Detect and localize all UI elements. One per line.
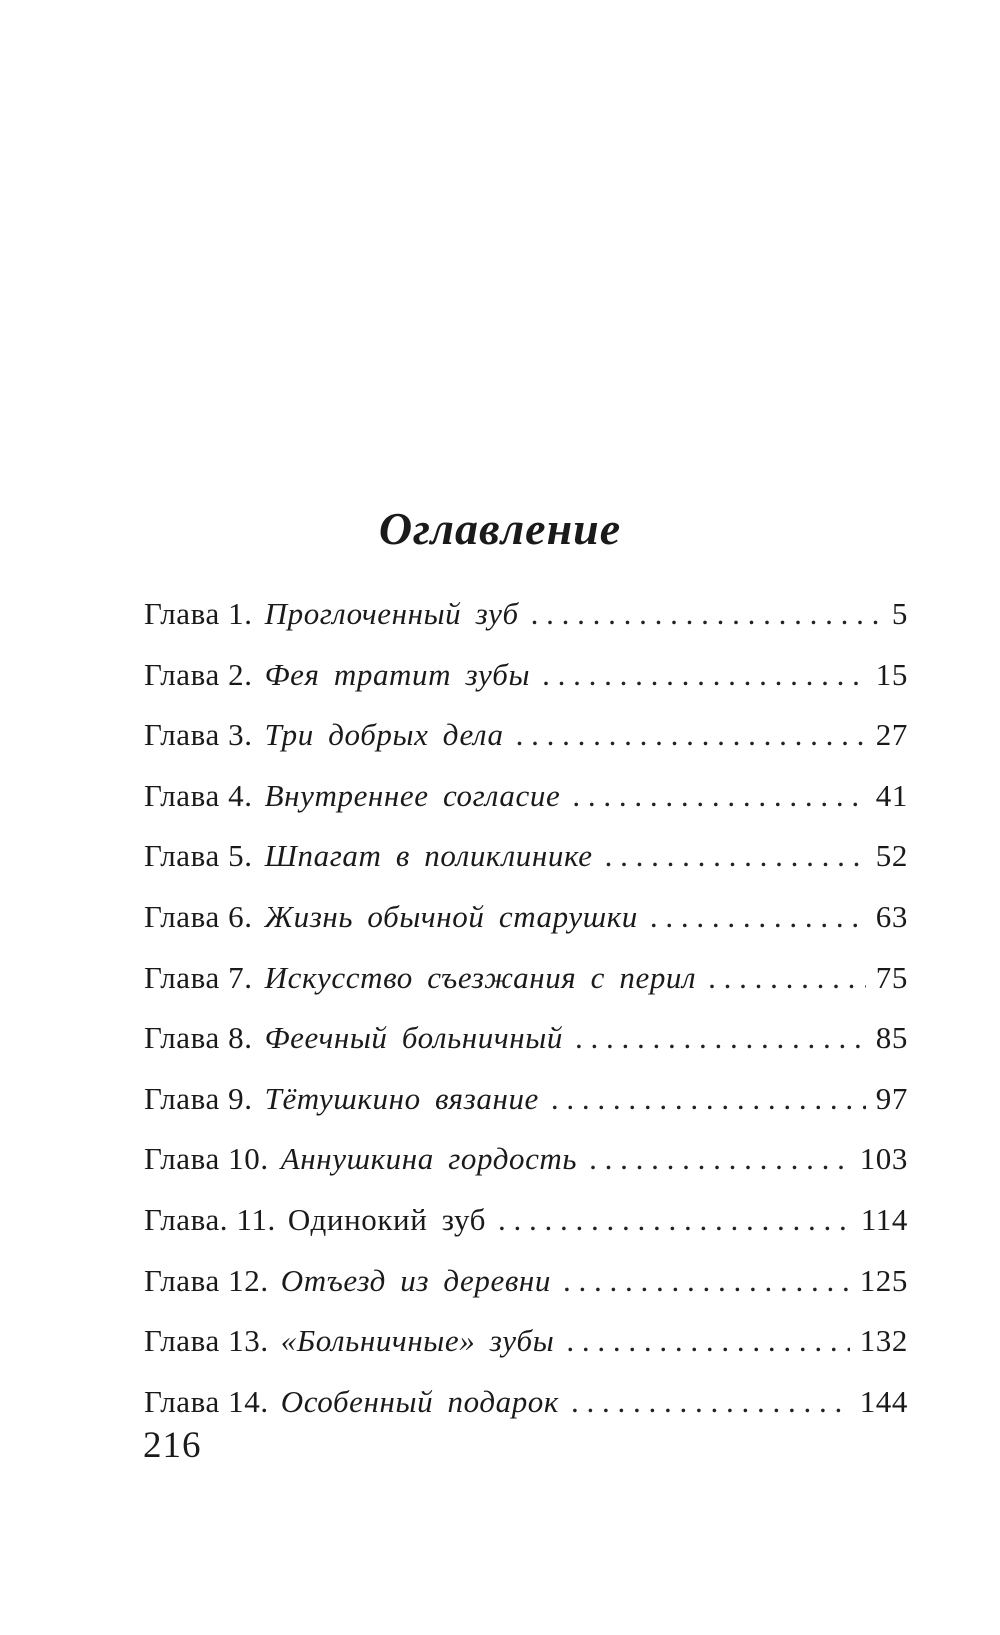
toc-entry-page-number: 27 (875, 717, 908, 753)
toc-entry-chapter-number: Глава 4. (144, 777, 253, 813)
toc-entry-title: Феечный больничный (264, 1020, 563, 1056)
toc-entry-leader-dots (575, 1020, 866, 1056)
toc-entry-leader-dots (516, 717, 866, 753)
toc-entry-title: Тётушкино вязание (264, 1080, 539, 1116)
toc-entry-leader-dots (551, 1081, 866, 1117)
toc-entry (144, 1081, 908, 1142)
toc-entry-leader-dots (566, 1323, 849, 1359)
toc-entry-chapter-number: Глава 13. (144, 1323, 269, 1359)
toc-entry-page-number: 132 (859, 1323, 908, 1359)
toc-entry-page-number: 85 (875, 1020, 908, 1056)
toc-entry-title: Внутреннее согласие (264, 777, 561, 813)
toc-entry (144, 1202, 908, 1263)
toc-entry (144, 778, 908, 839)
toc-entry-page-number: 52 (875, 838, 908, 874)
toc-entry-title: Аннушкина гордость (280, 1141, 578, 1177)
toc-entry-chapter-number: Глава 7. (144, 959, 253, 995)
toc-entry (144, 1263, 908, 1324)
toc-entry-title: Фея тратит зубы (264, 656, 531, 692)
toc-entry (144, 596, 908, 657)
toc-entry-chapter-number: Глава 9. (144, 1080, 253, 1116)
toc-entry-page-number: 114 (860, 1201, 908, 1237)
toc-entry-page-number: 5 (891, 596, 908, 631)
toc-entry-title: Жизнь обычной старушки (264, 898, 638, 934)
toc-entry-page-number: 41 (875, 777, 908, 813)
toc-entry-chapter-number: Глава 6. (144, 898, 253, 934)
toc-entry (144, 1323, 908, 1384)
toc-entry-title: Особенный подарок (280, 1383, 560, 1419)
toc-entry-chapter-number: Глава. 11. (144, 1201, 276, 1237)
toc-entry-chapter-number: Глава 2. (144, 656, 253, 692)
toc-entry (144, 657, 908, 718)
toc-entry-leader-dots (571, 1384, 850, 1420)
toc-entry-title: «Больничные» зубы (280, 1323, 555, 1359)
toc-entry-page-number: 75 (875, 959, 908, 995)
toc-entry-title: Искусство съезжания с перил (264, 959, 697, 995)
toc-entry-title: Шпагат в поликлинике (264, 838, 593, 874)
toc-entry-title: Одинокий зуб (287, 1201, 487, 1237)
toc-entry-leader-dots (542, 657, 866, 693)
toc-entry-page-number: 63 (875, 898, 908, 934)
toc-entry-chapter-number: Глава 14. (144, 1383, 269, 1419)
toc-entry-chapter-number: Глава 8. (144, 1020, 253, 1056)
toc-entry-leader-dots (589, 1141, 850, 1177)
toc-entry-page-number: 125 (859, 1262, 908, 1298)
toc-entry (144, 899, 908, 960)
table-of-contents (144, 596, 908, 1444)
toc-entry-chapter-number: Глава 10. (144, 1141, 269, 1177)
toc-entry-page-number: 15 (875, 656, 908, 692)
toc-entry-leader-dots (531, 596, 882, 632)
toc-entry (144, 717, 908, 778)
page-title: Оглавление (378, 502, 622, 554)
toc-entry-leader-dots (650, 899, 866, 935)
toc-entry-leader-dots (572, 778, 865, 814)
toc-entry (144, 1141, 908, 1202)
toc-entry-chapter-number: Глава 5. (144, 838, 253, 874)
toc-entry-leader-dots (708, 960, 866, 996)
toc-entry-leader-dots (498, 1202, 851, 1238)
page-number: 216 (143, 1425, 202, 1466)
toc-entry-chapter-number: Глава 3. (144, 717, 253, 753)
toc-entry-leader-dots (605, 838, 866, 874)
toc-entry-title: Проглоченный зуб (264, 596, 519, 631)
toc-entry (144, 1384, 908, 1445)
toc-entry-chapter-number: Глава 12. (144, 1262, 269, 1298)
toc-entry-page-number: 103 (859, 1141, 908, 1177)
toc-entry-title: Отъезд из деревни (280, 1262, 552, 1298)
toc-entry-page-number: 144 (859, 1383, 908, 1419)
toc-entry-title: Три добрых дела (264, 717, 504, 753)
toc-entry-page-number: 97 (875, 1080, 908, 1116)
toc-entry-chapter-number: Глава 1. (144, 596, 253, 631)
toc-entry-leader-dots (563, 1263, 850, 1299)
toc-entry (144, 960, 908, 1021)
toc-entry (144, 838, 908, 899)
toc-entry (144, 1020, 908, 1081)
